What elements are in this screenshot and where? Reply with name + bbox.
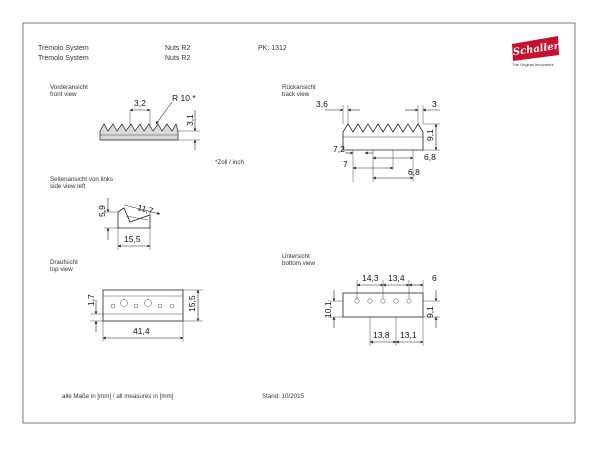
pk-number: PK: 1312 (258, 45, 287, 52)
revision-stand: Stand: 10/2015 (262, 393, 304, 400)
top-dim-height: 15,5 (187, 295, 197, 312)
top-dim-width: 41,4 (133, 326, 150, 336)
logo-tagline: The Original Innovators (512, 62, 554, 67)
bottom-dim-height-left: 10,1 (323, 301, 333, 318)
side-view-label-en: side view left (50, 183, 86, 190)
bottom-dim-height-right: 9,1 (425, 306, 435, 318)
front-dim-height: 3,1 (185, 114, 195, 126)
back-dim-c: 7 (343, 159, 348, 169)
sheet-frame (23, 23, 575, 423)
back-dim-left: 3,6 (316, 99, 328, 109)
front-view-label-en: front view (50, 91, 77, 98)
product-title-2: Tremolo System (38, 55, 89, 62)
bottom-dim-a: 14,3 (362, 273, 379, 283)
back-dim-right: 3 (432, 99, 437, 109)
front-view-profile (100, 124, 178, 140)
side-dim-height: 5,9 (97, 205, 107, 217)
bottom-dim-d: 13,8 (373, 330, 390, 340)
back-view-label-de: Rückansicht (282, 84, 316, 91)
side-dim-bottom: 15,5 (124, 234, 141, 244)
back-dim-d: 6,8 (408, 167, 420, 177)
model-name-2: Nuts R2 (165, 55, 191, 62)
front-dim-radius: R 10 * (172, 93, 196, 103)
product-title-1: Tremolo System (38, 45, 89, 52)
bottom-dim-c: 6 (432, 273, 437, 283)
measures-note: alle Maße in [mm] / all measures in [mm] (62, 393, 174, 400)
model-name-1: Nuts R2 (165, 45, 191, 52)
side-view-label-de: Seitenansicht von links (50, 176, 113, 183)
bottom-dim-b: 13,4 (388, 273, 405, 283)
front-view-label-de: Vorderansicht (50, 84, 88, 91)
side-dim-top: 11,7 (136, 202, 155, 216)
back-dim-a: 7,2 (333, 144, 345, 154)
top-view-label-en: top view (50, 266, 73, 273)
logo-word: Schaller (512, 40, 560, 59)
back-dim-height: 9,1 (425, 129, 435, 141)
inch-note: *Zoll / inch (215, 159, 244, 166)
top-view-label-de: Draufsicht (50, 259, 78, 266)
bottom-view-label-de: Untersicht (282, 253, 310, 260)
bottom-dim-e: 13,1 (400, 330, 417, 340)
front-dim-width: 3,2 (134, 98, 146, 108)
back-view-label-en: back view (282, 91, 310, 98)
bottom-view-label-en: bottom view (282, 260, 316, 267)
top-dim-left: 1,7 (86, 294, 96, 306)
back-dim-b: 6,8 (424, 152, 436, 162)
